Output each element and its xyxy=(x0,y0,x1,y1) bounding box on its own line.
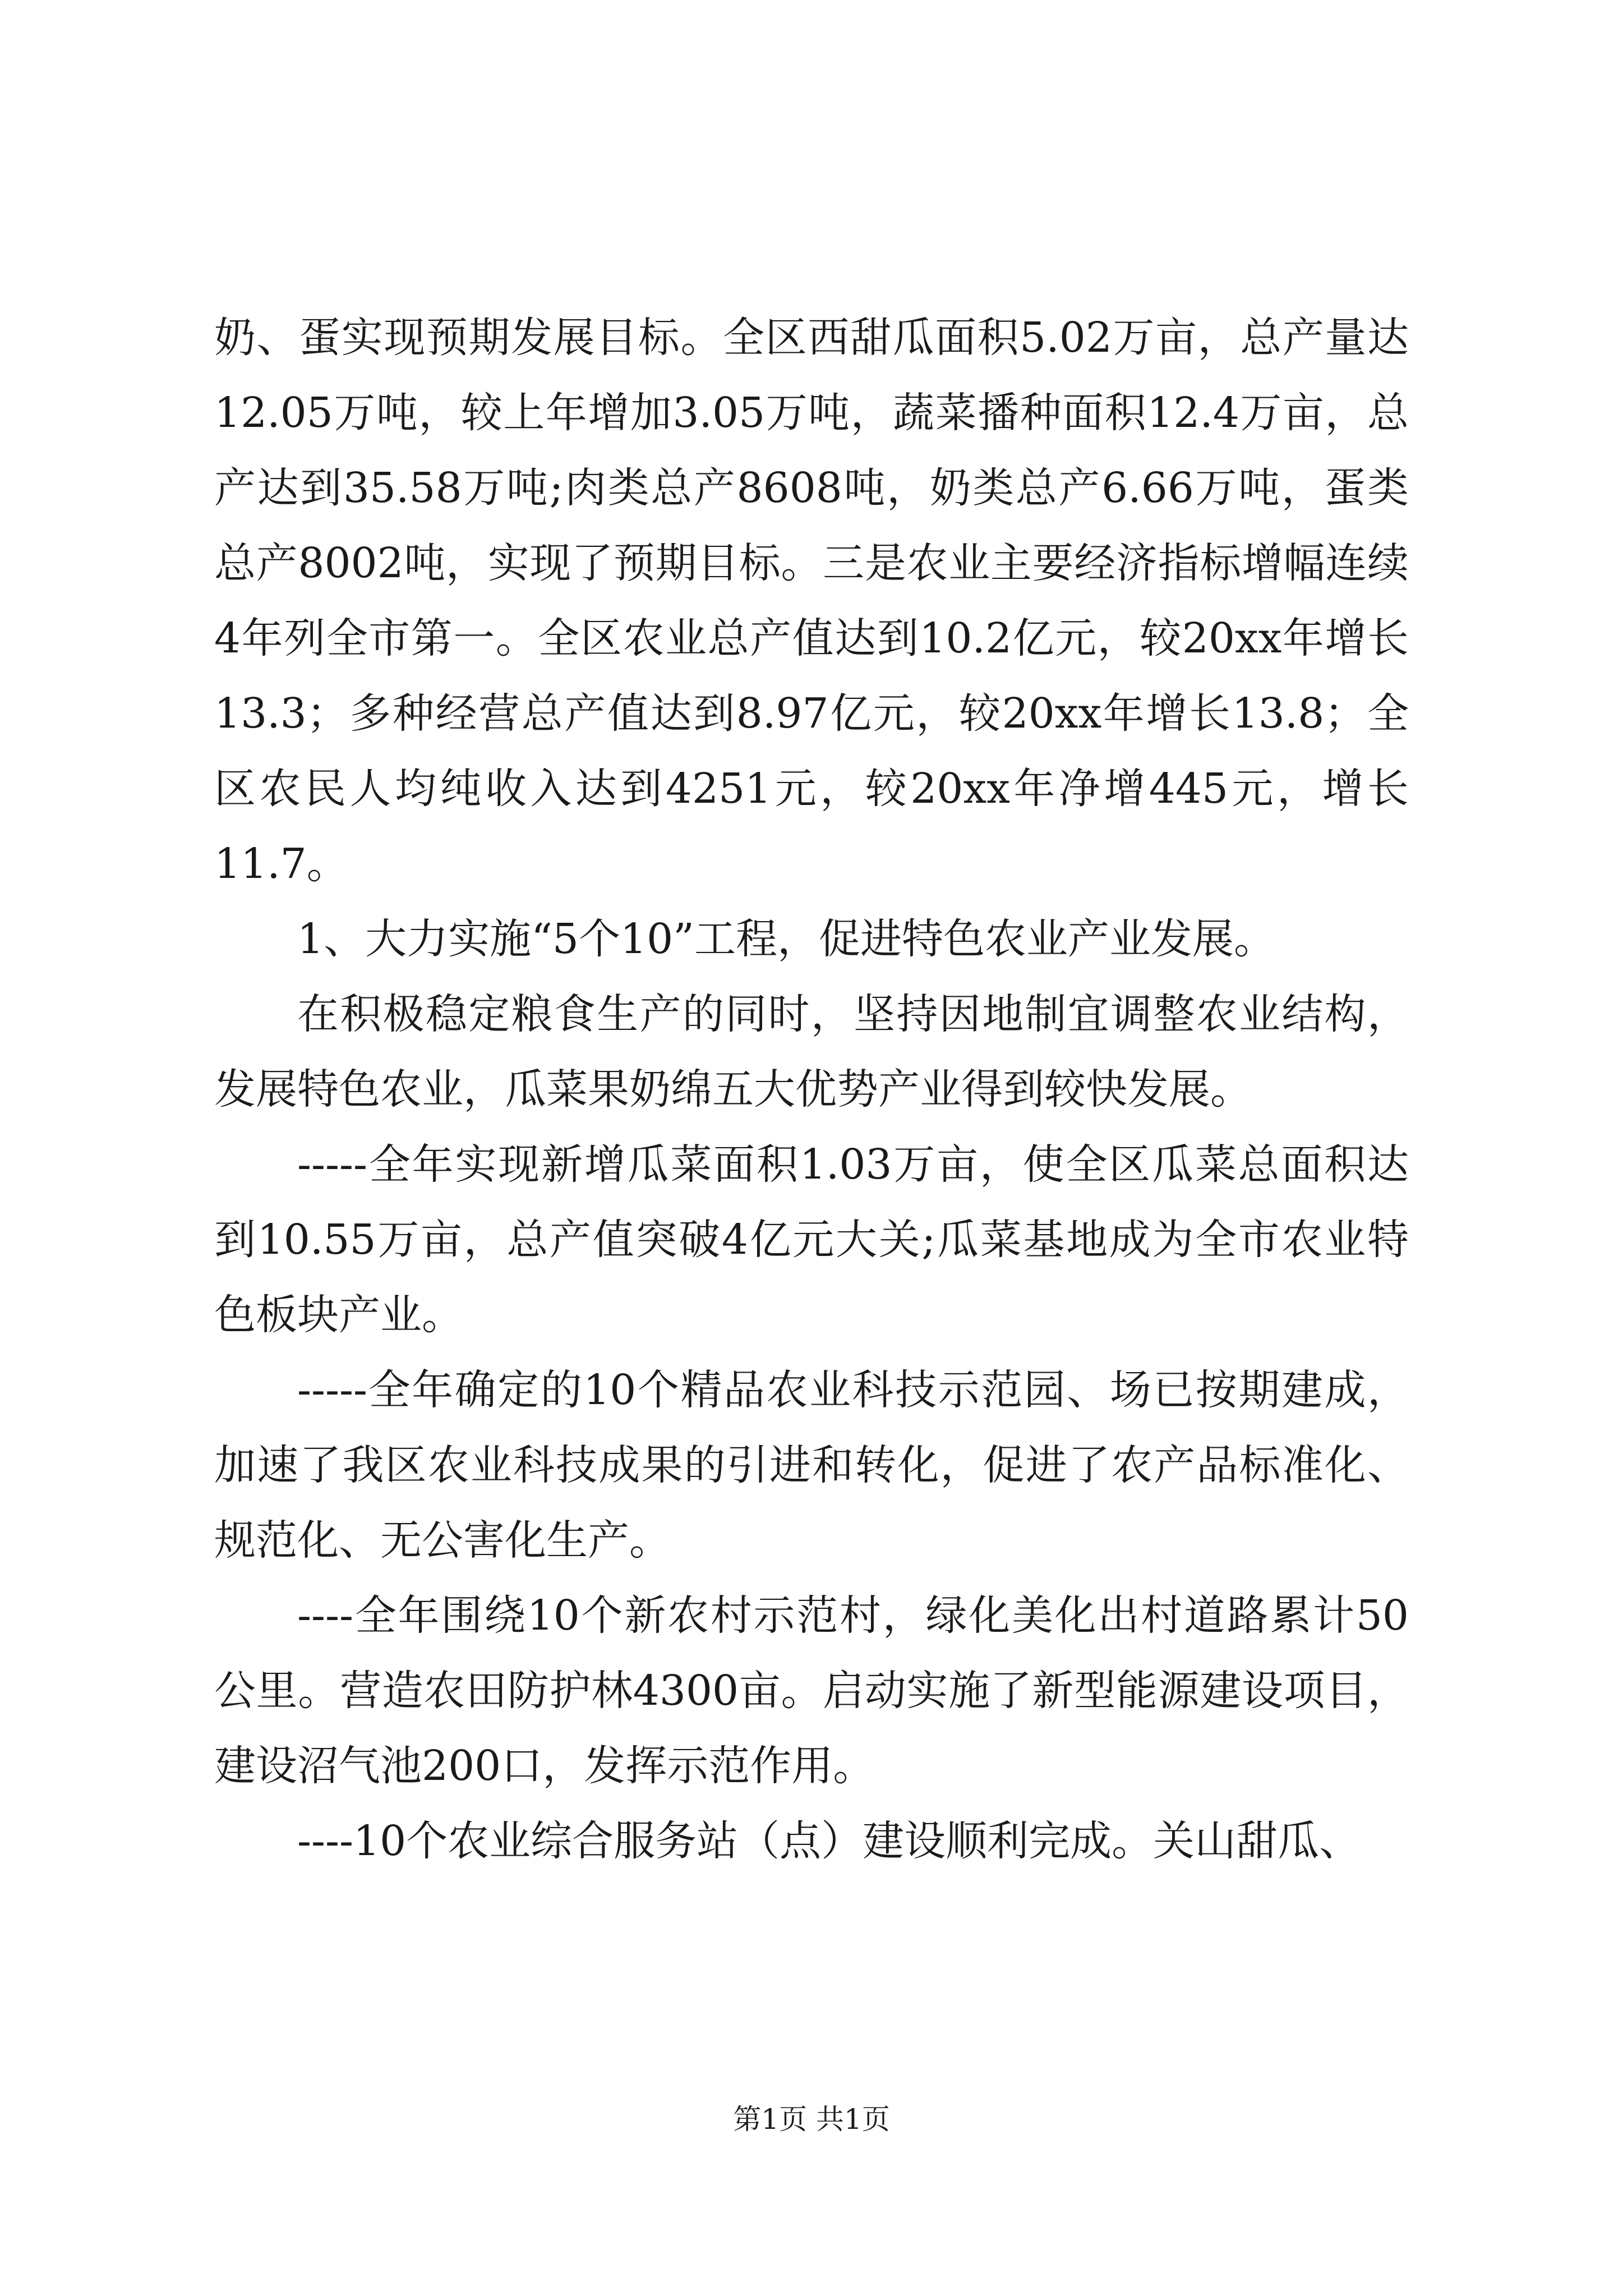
paragraph-3: 在积极稳定粮食生产的同时，坚持因地制宜调整农业结构，发展特色农业，瓜菜果奶绵五大优势产业得到较快发展。 xyxy=(214,990,1409,1114)
paragraph-5: -----全年确定的10个精品农业科技示范园、场已按期建成，加速了我区农业科技成果的引进和转化，促进了农产品标准化、规范化、无公害化生产。 xyxy=(214,1366,1409,1565)
paragraph-2: 1、大力实施“5个10”工程，促进特色农业产业发展。 xyxy=(297,915,1275,963)
document-body xyxy=(214,300,1409,1879)
page-footer: 第1页 共1页 xyxy=(733,2103,890,2136)
paragraph-6: ----全年围绕10个新农村示范村，绿化美化出村道路累计50公里。营造农田防护林4300亩。启动实施了新型能源建设项目，建设沼气池200口，发挥示范作用。 xyxy=(214,1591,1409,1790)
paragraph-7: ----10个农业综合服务站（点）建设顺利完成。关山甜瓜、 xyxy=(297,1817,1361,1865)
paragraph-4: -----全年实现新增瓜菜面积1.03万亩，使全区瓜菜总面积达到10.55万亩，总产值突破4亿元大关;瓜菜基地成为全市农业特色板块产业。 xyxy=(214,1140,1409,1339)
paragraph-1: 奶、蛋实现预期发展目标。全区西甜瓜面积5.02万亩，总产量达12.05万吨，较上年增加3.05万吨，蔬菜播种面积12.4万亩，总产达到35.58万吨;肉类总产8608吨，奶类总产6.66万吨，蛋类总产8002吨，实现了预期目标。三是农业主要经济指标增幅连续4年列全市第一。全区农业总产值达到10.2亿元，较20xx年增长13.3；多种经营总产值达到8.97亿元，较20xx年增长13.8；全区农民人均纯收入达到4251元，较20xx年净增445元，增长11.7。 xyxy=(214,314,1409,888)
